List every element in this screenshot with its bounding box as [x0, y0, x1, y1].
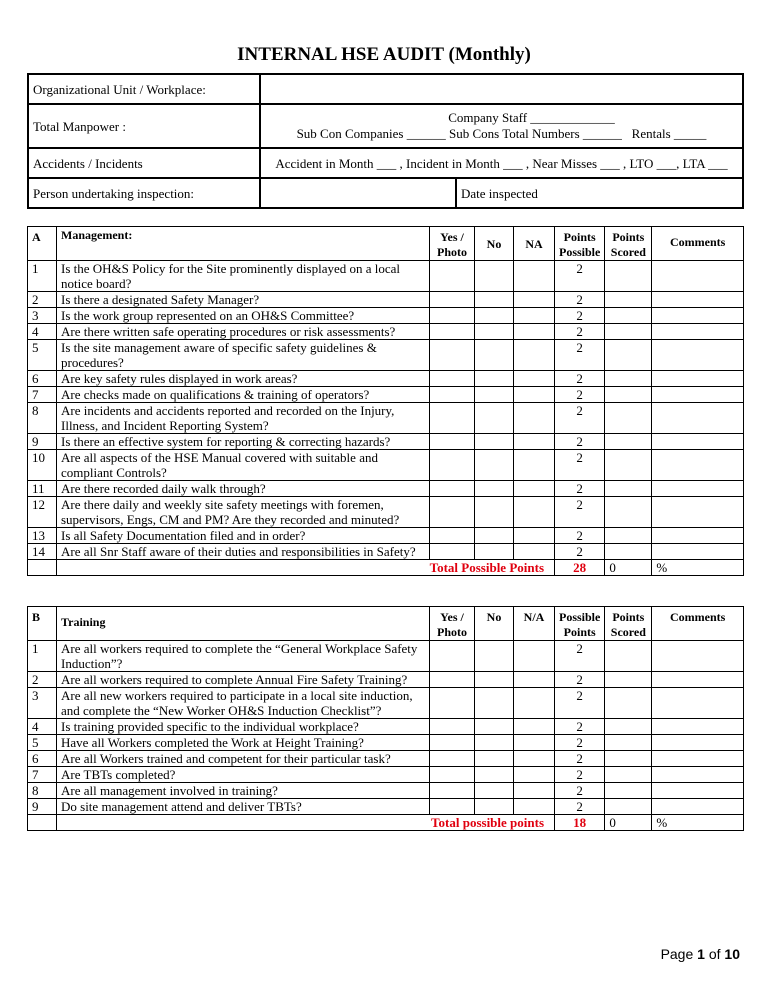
points-scored-cell[interactable] — [605, 751, 652, 767]
na-cell[interactable] — [514, 688, 555, 719]
na-cell[interactable] — [514, 751, 555, 767]
no-cell[interactable] — [475, 292, 514, 308]
comments-cell[interactable] — [652, 292, 744, 308]
item-number: 9 — [28, 799, 57, 815]
na-cell[interactable] — [514, 767, 555, 783]
points-scored-cell[interactable] — [605, 324, 652, 340]
col-possible-points-b: Possible Points — [555, 607, 605, 641]
points-scored-cell[interactable] — [605, 767, 652, 783]
points-scored-cell[interactable] — [605, 719, 652, 735]
col-points-scored-b: Points Scored — [605, 607, 652, 641]
sub-cons-total-text: Sub Cons Total Numbers ______ — [448, 126, 622, 141]
col-points-scored: Points Scored — [605, 227, 652, 261]
item-question: Are all Workers trained and competent for their particular task? — [57, 751, 430, 767]
item-question: Is the site management aware of specific safety guidelines & procedures? — [57, 340, 430, 371]
yes-photo-cell[interactable] — [430, 387, 475, 403]
company-staff-text: Company Staff _____________ — [448, 110, 615, 125]
yes-photo-cell[interactable] — [430, 767, 475, 783]
document-title: INTERNAL HSE AUDIT (Monthly) — [237, 44, 531, 65]
no-cell[interactable] — [475, 371, 514, 387]
comments-cell[interactable] — [652, 387, 744, 403]
points-possible-cell: 2 — [555, 497, 605, 528]
points-possible-cell: 2 — [555, 641, 605, 672]
points-possible-cell: 2 — [555, 767, 605, 783]
table-row — [28, 434, 744, 450]
item-question: Are all aspects of the HSE Manual covered with suitable and compliant Controls? — [57, 450, 430, 481]
no-cell[interactable] — [475, 340, 514, 371]
item-number: 11 — [28, 481, 57, 497]
points-possible-cell: 2 — [555, 403, 605, 434]
yes-photo-cell[interactable] — [430, 688, 475, 719]
org-unit-field[interactable] — [260, 74, 743, 104]
no-cell[interactable] — [475, 719, 514, 735]
no-cell[interactable] — [475, 767, 514, 783]
points-possible-cell: 2 — [555, 799, 605, 815]
points-scored-cell[interactable] — [605, 481, 652, 497]
section-a-header-row — [28, 227, 744, 261]
table-row — [28, 292, 744, 308]
table-row — [28, 528, 744, 544]
item-number: 6 — [28, 371, 57, 387]
yes-photo-cell[interactable] — [430, 528, 475, 544]
table-row — [28, 641, 744, 672]
section-b-total-label: Total possible points — [57, 815, 555, 831]
item-question: Are key safety rules displayed in work areas? — [57, 371, 430, 387]
item-number: 10 — [28, 450, 57, 481]
points-scored-cell[interactable] — [605, 261, 652, 292]
no-cell[interactable] — [475, 735, 514, 751]
of-word: of — [708, 946, 721, 962]
na-cell[interactable] — [514, 481, 555, 497]
no-cell[interactable] — [475, 544, 514, 560]
page-number: 1 — [697, 946, 705, 962]
no-cell[interactable] — [475, 403, 514, 434]
points-possible-cell: 2 — [555, 308, 605, 324]
no-cell[interactable] — [475, 497, 514, 528]
section-a-heading: Management: — [57, 227, 430, 261]
company-staff-line — [265, 110, 738, 126]
na-cell[interactable] — [514, 641, 555, 672]
comments-cell[interactable] — [652, 544, 744, 560]
comments-cell[interactable] — [652, 767, 744, 783]
item-number: 7 — [28, 387, 57, 403]
page-word: Page — [660, 946, 694, 962]
na-cell[interactable] — [514, 528, 555, 544]
points-scored-cell[interactable] — [605, 497, 652, 528]
comments-cell[interactable] — [652, 719, 744, 735]
table-row — [28, 719, 744, 735]
yes-photo-cell[interactable] — [430, 371, 475, 387]
no-cell[interactable] — [475, 672, 514, 688]
comments-cell[interactable] — [652, 688, 744, 719]
na-cell[interactable] — [514, 719, 555, 735]
section-b-total-row — [28, 815, 744, 831]
item-question: Is training provided specific to the individual workplace? — [57, 719, 430, 735]
item-question: Are all new workers required to participate in a local site induction, and complete the “New Worker OH&S Induction Checklist”? — [57, 688, 430, 719]
yes-photo-cell[interactable] — [430, 641, 475, 672]
na-cell[interactable] — [514, 799, 555, 815]
item-number: 1 — [28, 641, 57, 672]
points-scored-cell[interactable] — [605, 641, 652, 672]
points-possible-cell: 2 — [555, 672, 605, 688]
na-cell[interactable] — [514, 387, 555, 403]
comments-cell[interactable] — [652, 261, 744, 292]
yes-photo-cell[interactable] — [430, 434, 475, 450]
col-na: NA — [514, 227, 555, 261]
item-number: 2 — [28, 672, 57, 688]
table-row — [28, 497, 744, 528]
org-unit-label: Organizational Unit / Workplace: — [28, 74, 260, 104]
person-field[interactable] — [260, 178, 456, 208]
item-number: 14 — [28, 544, 57, 560]
person-label: Person undertaking inspection: — [28, 178, 260, 208]
sub-con-companies-text: Sub Con Companies ______ — [296, 126, 446, 141]
comments-cell[interactable] — [652, 799, 744, 815]
na-cell[interactable] — [514, 497, 555, 528]
item-question: Is there an effective system for reporting & correcting hazards? — [57, 434, 430, 450]
points-scored-cell[interactable] — [605, 783, 652, 799]
item-number: 4 — [28, 324, 57, 340]
section-a-total-row — [28, 560, 744, 576]
comments-cell[interactable] — [652, 783, 744, 799]
no-cell[interactable] — [475, 799, 514, 815]
na-cell[interactable] — [514, 450, 555, 481]
points-possible-cell: 2 — [555, 481, 605, 497]
item-number: 1 — [28, 261, 57, 292]
item-number: 3 — [28, 308, 57, 324]
item-question: Are there recorded daily walk through? — [57, 481, 430, 497]
na-cell[interactable] — [514, 672, 555, 688]
item-number: 5 — [28, 735, 57, 751]
comments-cell[interactable] — [652, 324, 744, 340]
yes-photo-cell[interactable] — [430, 751, 475, 767]
col-yes-photo: Yes / Photo — [430, 227, 475, 261]
comments-cell[interactable] — [652, 672, 744, 688]
section-b-heading: Training — [57, 607, 430, 641]
item-question: Is the work group represented on an OH&S Committee? — [57, 308, 430, 324]
table-row — [28, 324, 744, 340]
no-cell[interactable] — [475, 261, 514, 292]
points-scored-cell[interactable] — [605, 450, 652, 481]
item-number: 9 — [28, 434, 57, 450]
yes-photo-cell[interactable] — [430, 308, 475, 324]
table-row — [28, 387, 744, 403]
points-scored-cell[interactable] — [605, 308, 652, 324]
yes-photo-cell[interactable] — [430, 450, 475, 481]
section-a-table — [27, 226, 744, 576]
comments-cell[interactable] — [652, 751, 744, 767]
header-row-accidents — [28, 148, 743, 178]
item-number: 5 — [28, 340, 57, 371]
item-question: Are all workers required to complete the “General Workplace Safety Induction”? — [57, 641, 430, 672]
item-number: 12 — [28, 497, 57, 528]
comments-cell[interactable] — [652, 371, 744, 387]
accidents-field[interactable]: Accident in Month ___ , Incident in Month ___ , Near Misses ___ , LTO ___, LTA ___ — [260, 148, 743, 178]
comments-cell[interactable] — [652, 450, 744, 481]
section-b-rows — [28, 641, 744, 815]
yes-photo-cell[interactable] — [430, 672, 475, 688]
item-question: Is there a designated Safety Manager? — [57, 292, 430, 308]
section-b-header-row — [28, 607, 744, 641]
no-cell[interactable] — [475, 641, 514, 672]
comments-cell[interactable] — [652, 641, 744, 672]
table-row — [28, 340, 744, 371]
date-inspected-label: Date inspected — [461, 185, 538, 201]
yes-photo-cell[interactable] — [430, 292, 475, 308]
yes-photo-cell[interactable] — [430, 497, 475, 528]
points-scored-cell[interactable] — [605, 371, 652, 387]
points-scored-cell[interactable] — [605, 688, 652, 719]
audit-header-table — [27, 73, 744, 209]
points-scored-cell[interactable] — [605, 387, 652, 403]
na-cell[interactable] — [514, 403, 555, 434]
points-scored-cell[interactable] — [605, 292, 652, 308]
points-possible-cell: 2 — [555, 751, 605, 767]
table-row — [28, 481, 744, 497]
points-possible-cell: 2 — [555, 735, 605, 751]
points-possible-cell: 2 — [555, 719, 605, 735]
table-row — [28, 308, 744, 324]
header-row-person — [28, 178, 743, 208]
no-cell[interactable] — [475, 308, 514, 324]
col-comments-b: Comments — [652, 607, 744, 641]
na-cell[interactable] — [514, 324, 555, 340]
item-question: Are there written safe operating procedures or risk assessments? — [57, 324, 430, 340]
header-row-org-unit — [28, 74, 743, 104]
comments-cell[interactable] — [652, 340, 744, 371]
points-possible-cell: 2 — [555, 528, 605, 544]
table-row — [28, 403, 744, 434]
points-possible-cell: 2 — [555, 450, 605, 481]
section-a-total-possible: 28 — [555, 560, 605, 576]
yes-photo-cell[interactable] — [430, 403, 475, 434]
table-row — [28, 767, 744, 783]
item-number: 2 — [28, 292, 57, 308]
section-a-rows — [28, 261, 744, 560]
points-scored-cell[interactable] — [605, 340, 652, 371]
col-points-possible: Points Possible — [555, 227, 605, 261]
na-cell[interactable] — [514, 371, 555, 387]
rentals-text: Rentals _____ — [631, 126, 707, 141]
comments-cell[interactable] — [652, 308, 744, 324]
table-row — [28, 450, 744, 481]
comments-cell[interactable] — [652, 735, 744, 751]
na-cell[interactable] — [514, 544, 555, 560]
section-a-letter: A — [28, 227, 57, 261]
na-cell[interactable] — [514, 308, 555, 324]
yes-photo-cell[interactable] — [430, 340, 475, 371]
no-cell[interactable] — [475, 783, 514, 799]
na-cell[interactable] — [514, 735, 555, 751]
no-cell[interactable] — [475, 751, 514, 767]
points-scored-cell[interactable] — [605, 434, 652, 450]
item-question: Are checks made on qualifications & training of operators? — [57, 387, 430, 403]
points-scored-cell[interactable] — [605, 544, 652, 560]
col-comments: Comments — [652, 227, 744, 261]
item-number: 4 — [28, 719, 57, 735]
item-question: Have all Workers completed the Work at Height Training? — [57, 735, 430, 751]
points-scored-cell[interactable] — [605, 403, 652, 434]
date-inspected-field[interactable] — [456, 178, 743, 208]
section-a-total-scored: 0 — [605, 560, 652, 576]
yes-photo-cell[interactable] — [430, 783, 475, 799]
table-row — [28, 751, 744, 767]
subcon-line — [265, 126, 738, 142]
yes-photo-cell[interactable] — [430, 261, 475, 292]
section-b-letter: B — [28, 607, 57, 641]
section-b-table — [27, 606, 744, 831]
points-possible-cell: 2 — [555, 783, 605, 799]
points-scored-cell[interactable] — [605, 799, 652, 815]
table-row — [28, 371, 744, 387]
comments-cell[interactable] — [652, 403, 744, 434]
item-number: 8 — [28, 783, 57, 799]
manpower-label: Total Manpower : — [28, 104, 260, 148]
item-question: Are all management involved in training? — [57, 783, 430, 799]
section-a-percent: % — [652, 560, 744, 576]
col-no: No — [475, 227, 514, 261]
no-cell[interactable] — [475, 450, 514, 481]
points-possible-cell: 2 — [555, 292, 605, 308]
na-cell[interactable] — [514, 261, 555, 292]
section-a-total-label: Total Possible Points — [57, 560, 555, 576]
points-possible-cell: 2 — [555, 434, 605, 450]
points-possible-cell: 2 — [555, 688, 605, 719]
yes-photo-cell[interactable] — [430, 799, 475, 815]
na-cell[interactable] — [514, 783, 555, 799]
comments-cell[interactable] — [652, 481, 744, 497]
yes-photo-cell[interactable] — [430, 481, 475, 497]
yes-photo-cell[interactable] — [430, 544, 475, 560]
item-question: Are there daily and weekly site safety meetings with foremen, supervisors, Engs, CM and PM? Are they recorded and minuted? — [57, 497, 430, 528]
na-cell[interactable] — [514, 292, 555, 308]
item-question: Are all workers required to complete Annual Fire Safety Training? — [57, 672, 430, 688]
points-scored-cell[interactable] — [605, 528, 652, 544]
no-cell[interactable] — [475, 387, 514, 403]
points-scored-cell[interactable] — [605, 672, 652, 688]
accidents-label: Accidents / Incidents — [28, 148, 260, 178]
page-total: 10 — [724, 946, 740, 962]
no-cell[interactable] — [475, 481, 514, 497]
page-footer — [661, 946, 740, 962]
yes-photo-cell[interactable] — [430, 324, 475, 340]
no-cell[interactable] — [475, 528, 514, 544]
item-question: Do site management attend and deliver TBTs? — [57, 799, 430, 815]
item-number: 8 — [28, 403, 57, 434]
header-row-manpower — [28, 104, 743, 148]
points-possible-cell: 2 — [555, 387, 605, 403]
no-cell[interactable] — [475, 324, 514, 340]
comments-cell[interactable] — [652, 434, 744, 450]
points-possible-cell: 2 — [555, 261, 605, 292]
points-possible-cell: 2 — [555, 371, 605, 387]
yes-photo-cell[interactable] — [430, 719, 475, 735]
na-cell[interactable] — [514, 434, 555, 450]
comments-cell[interactable] — [652, 528, 744, 544]
yes-photo-cell[interactable] — [430, 735, 475, 751]
table-row — [28, 783, 744, 799]
table-row — [28, 672, 744, 688]
col-yes-photo-b: Yes / Photo — [430, 607, 475, 641]
col-na-b: N/A — [514, 607, 555, 641]
points-possible-cell: 2 — [555, 324, 605, 340]
table-row — [28, 544, 744, 560]
item-question: Is all Safety Documentation filed and in order? — [57, 528, 430, 544]
section-b-total-scored: 0 — [605, 815, 652, 831]
manpower-field[interactable] — [260, 104, 743, 148]
section-b-percent: % — [652, 815, 744, 831]
item-question: Are all Snr Staff aware of their duties and responsibilities in Safety? — [57, 544, 430, 560]
points-possible-cell: 2 — [555, 340, 605, 371]
no-cell[interactable] — [475, 688, 514, 719]
item-number: 13 — [28, 528, 57, 544]
na-cell[interactable] — [514, 340, 555, 371]
item-number: 7 — [28, 767, 57, 783]
comments-cell[interactable] — [652, 497, 744, 528]
col-no-b: No — [475, 607, 514, 641]
table-row — [28, 688, 744, 719]
section-b-total-possible: 18 — [555, 815, 605, 831]
no-cell[interactable] — [475, 434, 514, 450]
item-question: Is the OH&S Policy for the Site prominently displayed on a local notice board? — [57, 261, 430, 292]
item-number: 3 — [28, 688, 57, 719]
item-question: Are incidents and accidents reported and recorded on the Injury, Illness, and Incident Reporting System? — [57, 403, 430, 434]
item-number: 6 — [28, 751, 57, 767]
table-row — [28, 735, 744, 751]
table-row — [28, 261, 744, 292]
table-row — [28, 799, 744, 815]
points-scored-cell[interactable] — [605, 735, 652, 751]
item-question: Are TBTs completed? — [57, 767, 430, 783]
points-possible-cell: 2 — [555, 544, 605, 560]
